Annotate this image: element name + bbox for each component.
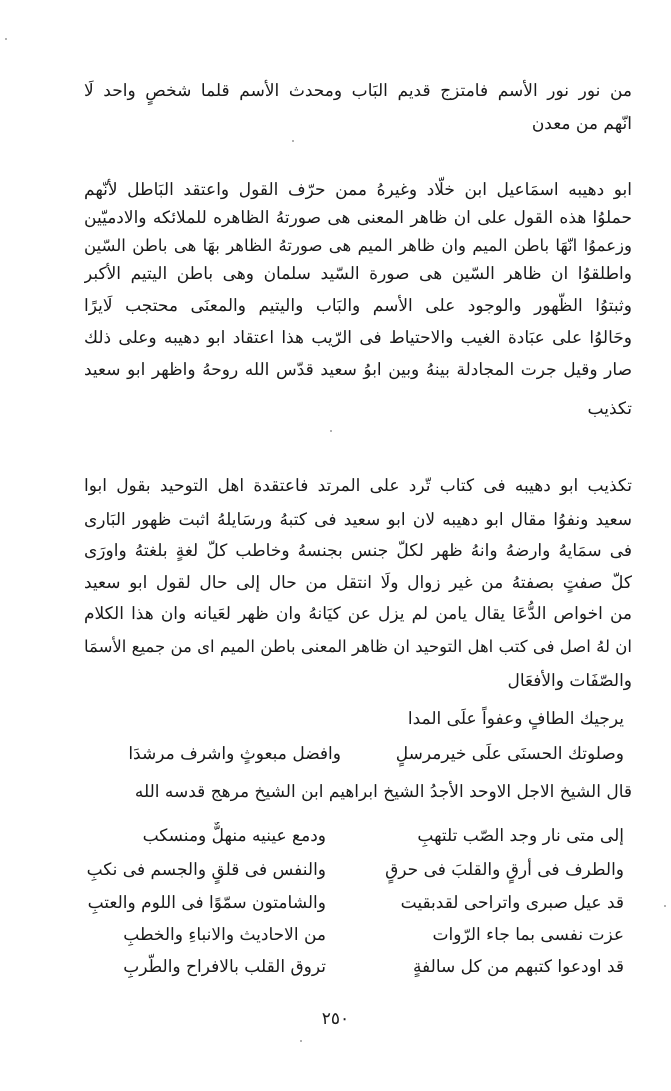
verse-hemistich-left: وافضل مبعوثٍ واشرف مرشدَا <box>128 744 341 764</box>
poem-verse <box>0 921 671 949</box>
text-line: سعيد ونفوُا مقال ابو دهيبه لان ابو سعيد فى كتبهُ ورسَايلهُ اثبت ظهور البَارى <box>84 510 632 530</box>
poem-verse <box>0 856 671 884</box>
verse-hemistich-left: والنفس فى قلقٍ والجسم فى نكبِ <box>86 860 326 880</box>
text-line: ان لهُ اصل فى كتب اهل التوحيد ان ظاهر المعنى باطن الميم اى من جميع الأسمَا <box>84 637 632 656</box>
text-line: والصّفَات والأفعَال <box>507 671 632 691</box>
text-line: تكذيب ابو دهيبه فى كتاب تّرد على المرتد فاعتقدة اهل التوحيد بقول ابوا <box>84 476 632 496</box>
text-line: تكذيب <box>587 399 632 419</box>
poem-verse <box>0 822 671 850</box>
text-line: صار وقيل جرت المجادلة بينهُ وبين ابوُ سعيد قدّس الله روحهُ واظهر ابو سعيد <box>84 360 632 380</box>
scan-speck <box>330 430 332 432</box>
verse-line <box>0 705 671 733</box>
poem-verse <box>0 889 671 917</box>
verse-hemistich-left: ودمع عينيه منهلٌّ ومنسكب <box>142 826 326 846</box>
text-line: حملوُا هذه القول على ان ظاهر المعنى هى صورتهُ الظاهره للملائكه والادميّين <box>84 208 632 228</box>
text-line: انّهم من معدن <box>531 114 632 134</box>
scan-speck <box>664 905 666 907</box>
verse-hemistich-right: عزت نفسى بما جاء الرّوات <box>432 925 624 945</box>
verse-hemistich-left: والشامتون سمّوًا فى اللوم والعتبِ <box>87 893 326 913</box>
text-line: وحَالوُا على عبَادة الغيب والاحتياط فى الرّيب هذا اعتقاد ابو دهيبه وعلى ذلك <box>84 328 632 348</box>
text-line: واطلقوُا ان ظاهر السّين هى صورة السّيد سلمان وهى باطن اليتيم الأكبر <box>84 264 632 284</box>
poem-verse <box>0 953 671 981</box>
scan-speck <box>300 1040 302 1042</box>
verse-hemistich-left: تروق القلب بالافراح والطّربِ <box>123 957 326 977</box>
text-line: وزعموُا انّهَا باطن الميم وان ظاهر الميم هى صورتهُ الظاهر بهَا هى باطن السّين <box>84 236 632 255</box>
scan-speck <box>292 140 294 142</box>
verse-hemistich-right: قد عيل صبرى واتراحى لقدبقيت <box>400 893 624 913</box>
text-line: من اخواص الدُّعَا يقال يامن لم يزل عن كيَانهُ وان ظهر لعَيانه وان هذا الكلام <box>84 604 632 624</box>
text-line: كلّ صفتٍ بصفتهُ من غير زوال ولَا انتقل من حال إلى حال لقول ابو سعيد <box>84 573 632 593</box>
text-line: فى سمَايهُ وارضهُ وانهُ ظهر لكلّ جنس بجنسهُ وخاطب كلّ لغةٍ بلغتهُ واورَى <box>84 541 632 561</box>
verse-line <box>0 740 671 768</box>
verse-hemistich-right: والطرف فى أرقٍ والقلبَ فى حرقٍ <box>385 860 624 880</box>
verse-hemistich-left: من الاحاديث والانباءِ والخطبِ <box>123 925 326 945</box>
attribution-line: قال الشيخ الاجل الاوحد الأجدُ الشيخ ابراهيم ابن الشيخ مرهج قدسه الله <box>134 782 632 802</box>
text-line: من نور نور الأسم فامتزج قديم البَاب ومحدث الأسم قلما شخصٍ واحد لَا <box>84 81 632 101</box>
scan-speck <box>5 38 7 40</box>
verse-hemistich-right: وصلوتك الحسنَى علَى خيرمرسلٍ <box>395 744 624 764</box>
verse-hemistich-right: يرجيك الطافٍ وعفواً علَى المدا <box>407 709 624 729</box>
page-number: ٢٥٠ <box>321 1009 350 1029</box>
text-line: وثبتوُا الظّهور والوجود على الأسم والبَاب واليتيم والمعنَى محتجب لَايرًا <box>84 296 632 316</box>
verse-hemistich-right: إلى متى نار وجد الصّب تلتهبِ <box>417 826 624 846</box>
verse-hemistich-right: قد اودعوا كتبهم من كل سالفةٍ <box>412 957 624 977</box>
text-line: ابو دهيبه اسمَاعيل ابن خلّاد وغيرهُ ممن حرّف القول واعتقد البَاطل لأنّهم <box>84 180 632 200</box>
